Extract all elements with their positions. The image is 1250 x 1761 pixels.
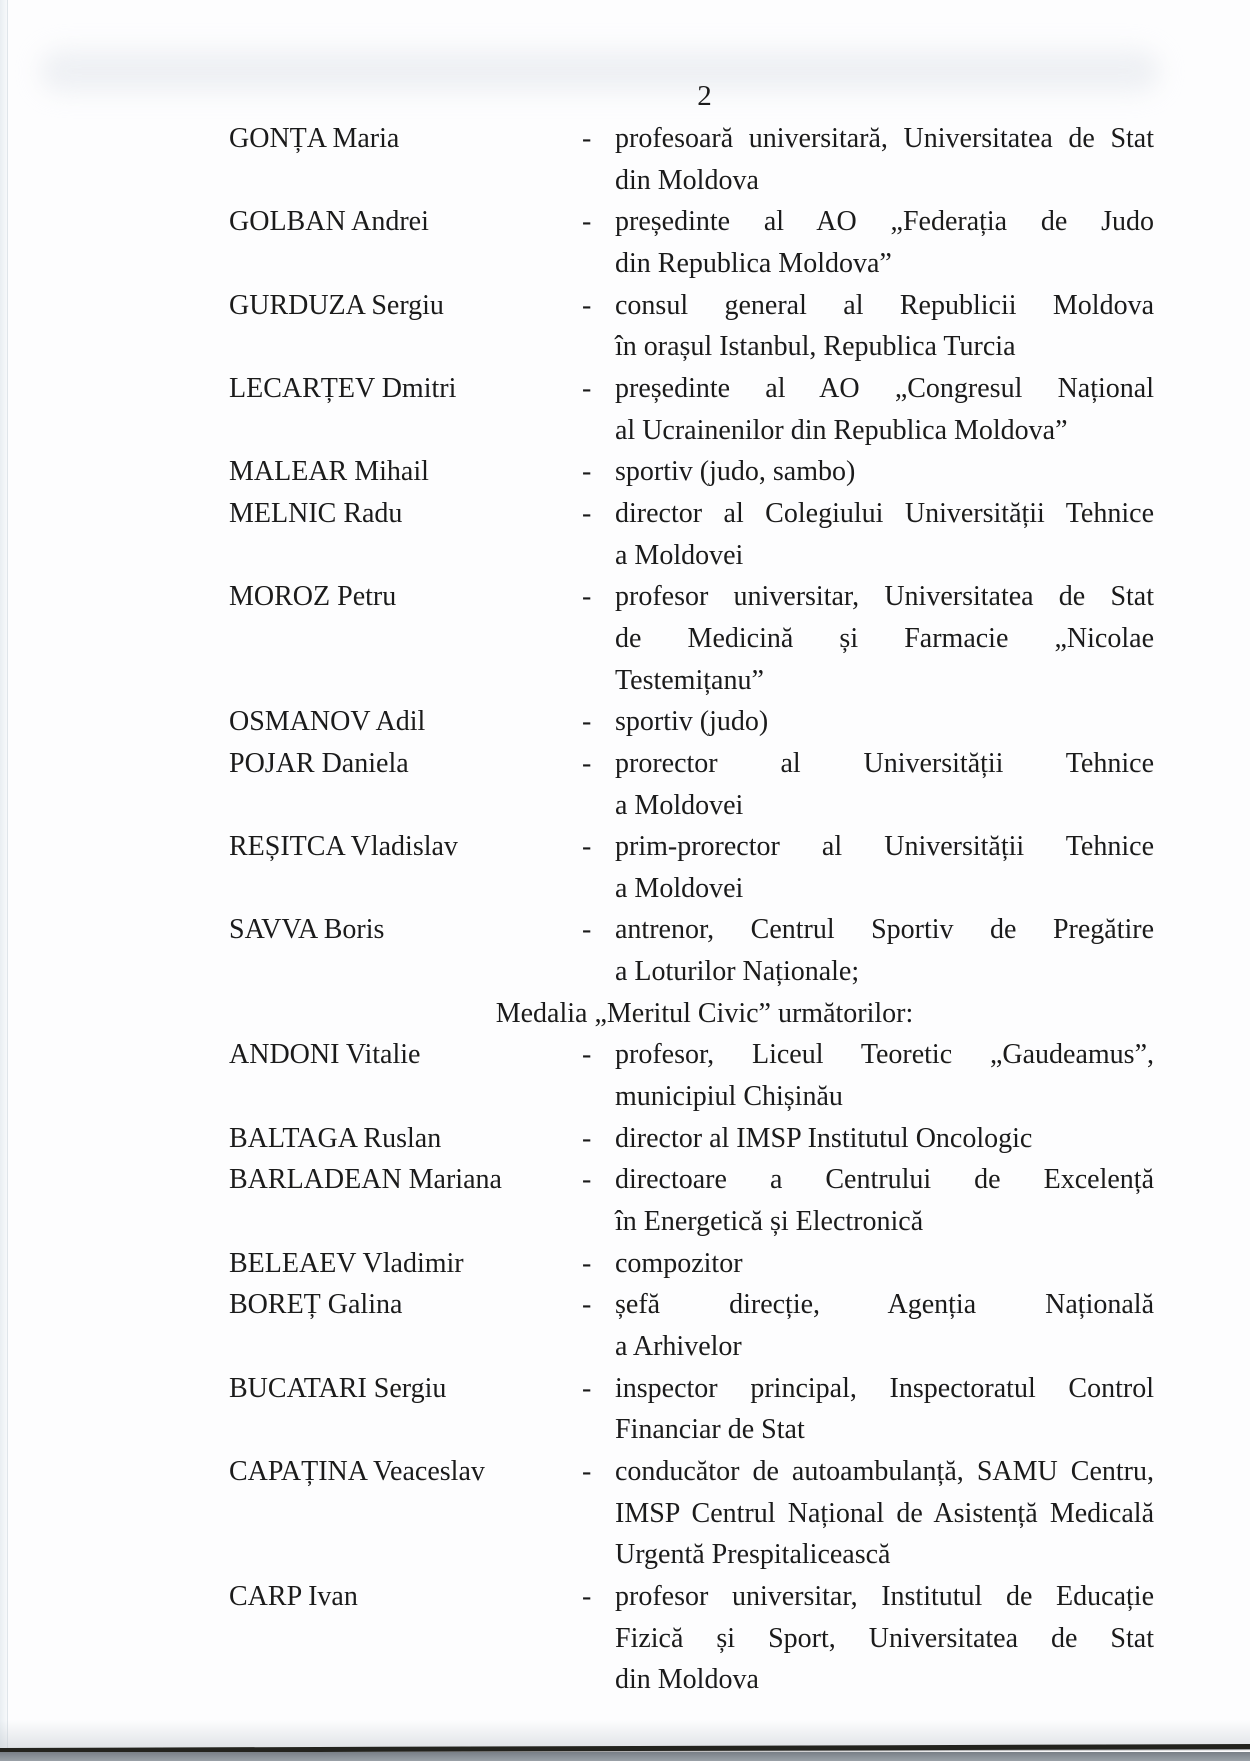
entry-description [582, 368, 1154, 451]
entry-row [229, 1576, 1154, 1701]
entry-name: LECARȚEV Dmitri [229, 372, 457, 404]
entry-description [582, 701, 1154, 743]
bottom-edge-strip [0, 1752, 1250, 1761]
entry-row [229, 451, 1154, 493]
entry-line: compozitor [615, 1247, 743, 1279]
entry-line: președinte al AO „Federația de Judo [615, 206, 1154, 238]
entry-description [582, 1159, 1154, 1242]
entry-line: președinte al AO „Congresul Național [615, 372, 1154, 404]
entry-name: POJAR Daniela [229, 747, 409, 779]
entry-line: profesor universitar, Institutul de Educație [615, 1580, 1154, 1612]
entry-dash: - [582, 123, 592, 154]
entry-line: Fizică și Sport, Universitatea de Stat [615, 1622, 1154, 1654]
entry-lines [615, 201, 1154, 284]
entry-lines [615, 1284, 1154, 1367]
entry-name: MOROZ Petru [229, 581, 397, 613]
entry-dash: - [582, 1580, 592, 1612]
entry-description [582, 1118, 1154, 1160]
entry-lines [615, 1368, 1154, 1451]
entry-dash: - [582, 706, 592, 738]
entry-line: sportiv (judo, sambo) [615, 456, 856, 488]
entry-line: antrenor, Centrul Sportiv de Pregătire [615, 914, 1154, 946]
entry-line: în Energetică și Electronică [615, 1206, 924, 1238]
entry-name: MALEAR Mihail [229, 456, 429, 488]
entry-description [582, 909, 1154, 992]
entry-line: prim-prorector al Universității Tehnice [615, 831, 1154, 863]
entry-lines [615, 1451, 1154, 1576]
entry-line: directoare a Centrului de Excelență [615, 1164, 1154, 1196]
entry-lines [615, 701, 1154, 743]
entry-dash: - [582, 1039, 592, 1071]
entry-name: CAPAȚINA Veaceslav [229, 1456, 485, 1487]
entry-line: de Medicină și Farmacie „Nicolae [615, 622, 1154, 654]
entry-name: OSMANOV Adil [229, 706, 426, 738]
entry-line: a Arhivelor [615, 1331, 742, 1363]
entry-line: a Moldovei [615, 539, 744, 571]
entry-description [582, 1576, 1154, 1701]
entry-lines [615, 1576, 1154, 1701]
entry-line: a Moldovei [615, 789, 744, 821]
entry-description [582, 743, 1154, 826]
entry-name: BELEAEV Vladimir [229, 1247, 464, 1279]
entry-name: BUCATARI Sergiu [229, 1372, 447, 1404]
entry-lines [615, 1034, 1154, 1117]
entry-lines [615, 576, 1154, 701]
entry-dash: - [582, 497, 592, 529]
entry-row [229, 1034, 1154, 1117]
entry-name: REȘITCA Vladislav [229, 831, 458, 863]
entry-lines [615, 1243, 1154, 1285]
entry-row [229, 743, 1154, 826]
entry-dash: - [582, 914, 592, 946]
entry-description [582, 201, 1154, 284]
entry-line: a Loturilor Naționale; [615, 956, 860, 988]
entry-line: consul general al Republicii Moldova [615, 289, 1154, 321]
entry-dash: - [582, 831, 592, 863]
entry-line: din Republica Moldova” [615, 247, 892, 279]
entry-line: IMSP Centrul Național de Asistență Medicală [615, 1497, 1154, 1529]
entry-line: a Moldovei [615, 872, 744, 904]
entry-lines [615, 118, 1154, 201]
entry-line: din Moldova [615, 164, 759, 196]
entry-line: în orașul Istanbul, Republica Turcia [615, 331, 1016, 363]
entry-row [229, 493, 1154, 576]
entry-lines [615, 743, 1154, 826]
entry-line: director al Colegiului Universității Tehnice [615, 497, 1154, 529]
entry-row [229, 1243, 1154, 1285]
entry-description [582, 1368, 1154, 1451]
entry-row [229, 576, 1154, 701]
entry-name: SAVVA Boris [229, 914, 385, 946]
entry-name: GONȚA Maria [229, 123, 400, 154]
entry-description [582, 285, 1154, 368]
entry-row [229, 1451, 1154, 1576]
entry-row [229, 1284, 1154, 1367]
entry-description [582, 826, 1154, 909]
entry-line: profesoară universitară, Universitatea de Stat [615, 123, 1154, 154]
entry-row [229, 909, 1154, 992]
entry-row [229, 1159, 1154, 1242]
entry-description [582, 118, 1154, 201]
entry-name: ANDONI Vitalie [229, 1039, 421, 1071]
entry-description [582, 576, 1154, 701]
entry-description [582, 493, 1154, 576]
entry-name: GOLBAN Andrei [229, 206, 429, 238]
entry-name: CARP Ivan [229, 1580, 358, 1612]
entry-dash: - [582, 1456, 592, 1487]
entry-lines [615, 826, 1154, 909]
entry-description [582, 1243, 1154, 1285]
entry-lines [615, 1118, 1154, 1160]
section-heading: Medalia „Meritul Civic” următorilor: [495, 997, 914, 1029]
entry-lines [615, 368, 1154, 451]
entry-name: GURDUZA Sergiu [229, 289, 444, 321]
entry-name: BOREȚ Galina [229, 1289, 403, 1321]
entry-dash: - [582, 1122, 592, 1154]
entry-dash: - [582, 747, 592, 779]
left-scan-edge-strip [0, 0, 8, 1761]
entry-line: prorector al Universității Tehnice [615, 747, 1154, 779]
entry-dash: - [582, 372, 592, 404]
entry-name: BALTAGA Ruslan [229, 1122, 442, 1154]
entry-lines [615, 1159, 1154, 1242]
entry-line: profesor, Liceul Teoretic „Gaudeamus”, [615, 1039, 1154, 1071]
entry-row [229, 118, 1154, 201]
entry-row [229, 201, 1154, 284]
entry-row [229, 368, 1154, 451]
entry-description [582, 1034, 1154, 1117]
entry-row [229, 285, 1154, 368]
entry-dash: - [582, 1289, 592, 1321]
entry-line: al Ucrainenilor din Republica Moldova” [615, 414, 1068, 446]
entry-lines [615, 493, 1154, 576]
entry-line: director al IMSP Institutul Oncologic [615, 1122, 1033, 1154]
entry-row [229, 1118, 1154, 1160]
entry-row [229, 701, 1154, 743]
entry-lines [615, 451, 1154, 493]
entry-line: Financiar de Stat [615, 1414, 805, 1446]
entry-dash: - [582, 206, 592, 238]
entry-line: conducător de autoambulanță, SAMU Centru, [615, 1456, 1154, 1487]
entry-line: din Moldova [615, 1664, 759, 1696]
entry-row [229, 1368, 1154, 1451]
entry-line: inspector principal, Inspectoratul Control [615, 1372, 1154, 1404]
entry-dash: - [582, 1372, 592, 1404]
entry-line: șefă direcție, Agenția Națională [615, 1289, 1154, 1321]
entry-line: Urgentă Prespitalicească [615, 1539, 891, 1571]
entry-lines [615, 909, 1154, 992]
entry-dash: - [582, 1247, 592, 1279]
entry-dash: - [582, 456, 592, 488]
entry-line: Testemițanu” [615, 664, 764, 696]
entry-description [582, 1451, 1154, 1576]
entry-line: profesor universitar, Universitatea de Stat [615, 581, 1154, 613]
page-number: 2 [697, 80, 712, 112]
entry-description [582, 451, 1154, 493]
entry-row [229, 826, 1154, 909]
entry-lines [615, 285, 1154, 368]
entry-description [582, 1284, 1154, 1367]
entry-name: MELNIC Radu [229, 497, 403, 529]
entry-line: sportiv (judo) [615, 706, 769, 738]
entry-name: BARLADEAN Mariana [229, 1164, 502, 1196]
entry-dash: - [582, 581, 592, 613]
entry-dash: - [582, 289, 592, 321]
entry-dash: - [582, 1164, 592, 1196]
document-content [229, 118, 1154, 1701]
entry-line: municipiul Chișinău [615, 1081, 843, 1113]
